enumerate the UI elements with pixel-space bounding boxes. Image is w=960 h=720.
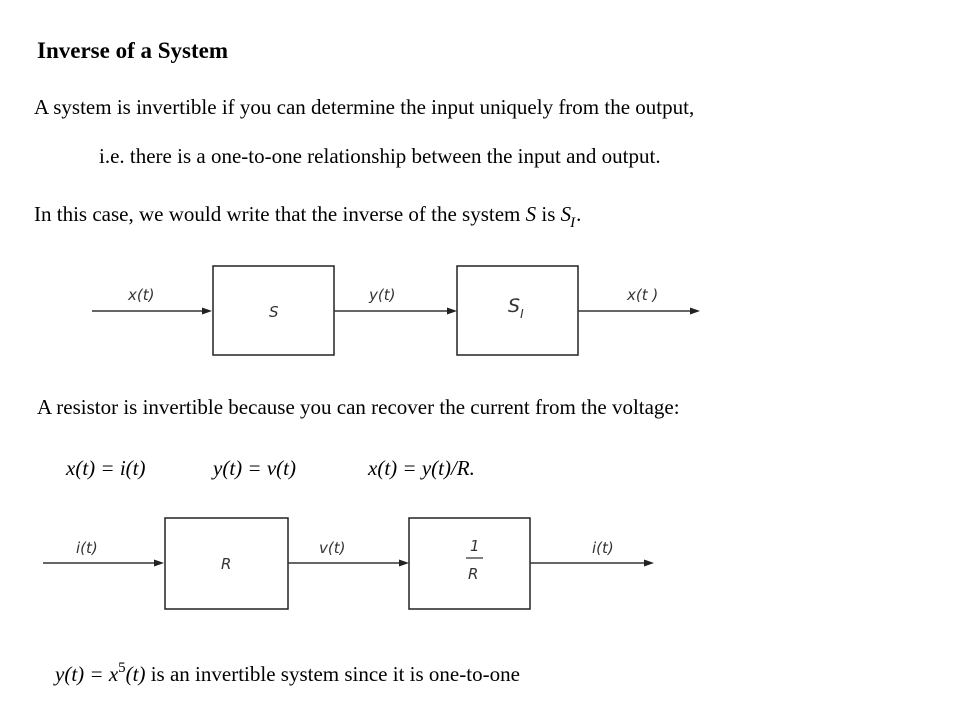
- x-fifth-arg: (t): [125, 662, 146, 686]
- input-label-xt: x(t): [128, 286, 155, 304]
- inverse-notation-end: .: [576, 202, 582, 226]
- block-s-label: S: [269, 303, 279, 321]
- voltage-arrowhead: [399, 560, 409, 567]
- inverse-notation-lead: In this case, we would write that the inverse of the: [34, 202, 457, 226]
- fraction-numerator: 1: [470, 537, 480, 555]
- x-fifth-power-text: [55, 660, 520, 686]
- inverse-notation-is: is: [541, 202, 556, 226]
- page-title: Inverse of a System: [37, 38, 228, 63]
- output-label-xt: x(t ): [627, 286, 659, 304]
- output-label-it: i(t): [592, 539, 614, 557]
- equation-x-i: x(t) = i(t): [66, 456, 146, 480]
- inverse-block-one-over-r: [409, 518, 530, 609]
- fraction-denominator: R: [468, 565, 479, 583]
- input-label-it: i(t): [76, 539, 98, 557]
- block-si-sub: I: [520, 307, 524, 321]
- middle-label-vt: v(t): [319, 539, 346, 557]
- inverse-symbol-subscript: I: [570, 215, 576, 231]
- x-fifth-rest: is an invertible system since it is one-to-one: [145, 662, 520, 686]
- block-si-base: S: [508, 295, 521, 317]
- x-fifth-lhs: y(t) = x: [55, 662, 119, 686]
- current-output-arrowhead: [644, 560, 654, 567]
- invertible-definition-text: A system is invertible if you can determine the input uniquely from the output,: [34, 95, 695, 119]
- resistor-text: A resistor is invertible because you can recover the current from the voltage:: [37, 395, 680, 419]
- middle-label-yt: y(t): [369, 286, 396, 304]
- one-to-one-text: i.e. there is a one-to-one relationship between the input and output.: [99, 144, 661, 168]
- block-r-label: R: [221, 555, 232, 573]
- x-fifth-exponent: 5: [118, 660, 126, 676]
- equation-y-v: y(t) = v(t): [213, 456, 296, 480]
- inverse-notation-system: system: [462, 202, 521, 226]
- equation-x-y-over-r: x(t) = y(t)/R.: [368, 456, 475, 480]
- current-input-arrowhead: [154, 560, 164, 567]
- system-symbol-s: S: [525, 202, 537, 226]
- inverse-symbol-base: S: [560, 202, 572, 226]
